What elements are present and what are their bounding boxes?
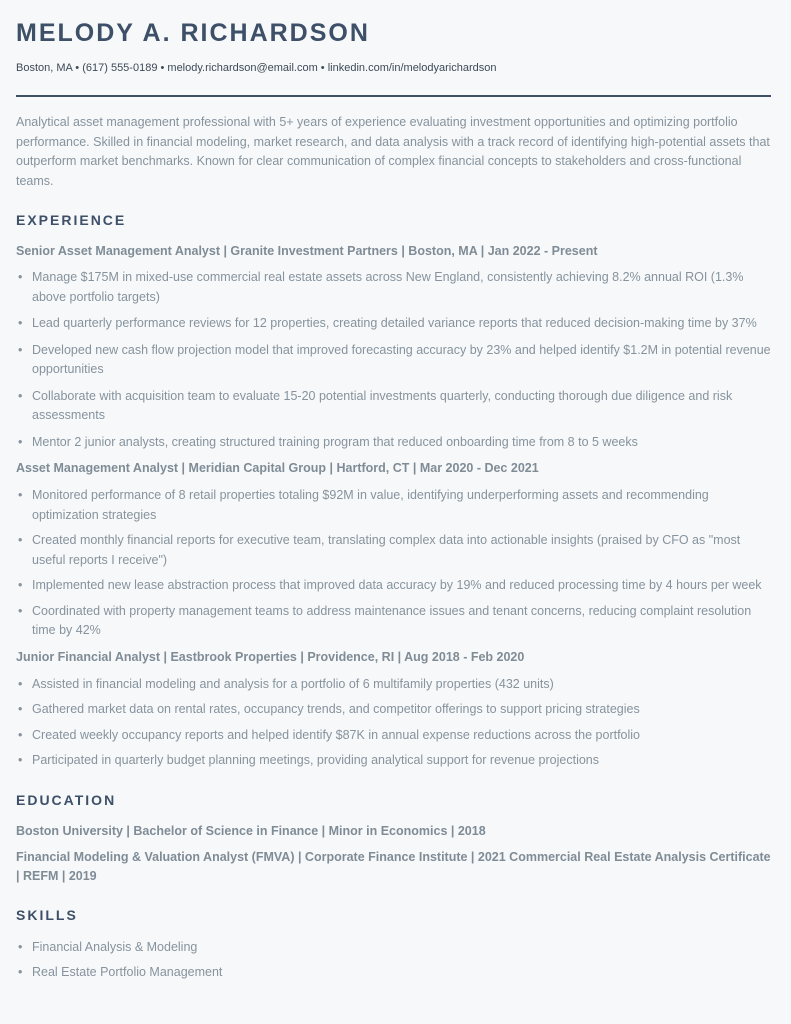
header-divider xyxy=(16,95,771,97)
experience-heading: EXPERIENCE xyxy=(16,212,127,228)
list-item: • Assisted in financial modeling and analysis for a portfolio of 6 multifamily properties (432 units) xyxy=(16,675,771,695)
job-title: Asset Management Analyst | Meridian Capital Group | Hartford, CT | Mar 2020 - Dec 2021 xyxy=(16,461,539,475)
list-item: • Gathered market data on rental rates, occupancy trends, and competitor offerings to support pricing strategies xyxy=(16,700,771,720)
job-bullets xyxy=(16,675,771,771)
job-bullets xyxy=(16,486,771,641)
contact-line: Boston, MA • (617) 555-0189 • melody.richardson@email.com • linkedin.com/in/melodyarichardson xyxy=(16,62,497,74)
skills-list xyxy=(16,938,771,983)
education-heading: EDUCATION xyxy=(16,791,117,808)
list-item: • Developed new cash flow projection model that improved forecasting accuracy by 23% and helped identify $1.2M in potential revenue opportunities xyxy=(16,341,771,380)
list-item: • Created weekly occupancy reports and helped identify $87K in annual expense reductions across the portfolio xyxy=(16,726,771,746)
list-item: • Monitored performance of 8 retail properties totaling $92M in value, identifying underperforming assets and recommending optimization strategies xyxy=(16,486,771,525)
job-entry xyxy=(16,242,771,452)
list-item: • Mentor 2 junior analysts, creating structured training program that reduced onboarding time from 8 to 5 weeks xyxy=(16,433,771,453)
list-item: • Implemented new lease abstraction process that improved data accuracy by 19% and reduced processing time by 4 hours per week xyxy=(16,576,771,596)
candidate-name: MELODY A. RICHARDSON xyxy=(16,19,370,47)
list-item: • Collaborate with acquisition team to evaluate 15-20 potential investments quarterly, conducting thorough due diligence and risk assessments xyxy=(16,387,771,426)
job-title: Senior Asset Management Analyst | Granite Investment Partners | Boston, MA | Jan 2022 - Present xyxy=(16,244,598,258)
list-item: • Participated in quarterly budget planning meetings, providing analytical support for revenue projections xyxy=(16,751,771,771)
job-bullets xyxy=(16,268,771,452)
job-entry xyxy=(16,459,771,641)
list-item: • Created monthly financial reports for executive team, translating complex data into actionable insights (praised by CFO as "most useful reports I receive") xyxy=(16,531,771,570)
list-item: • Manage $175M in mixed-use commercial real estate assets across New England, consistently achieving 8.2% annual ROI (1.3% above portfolio targets) xyxy=(16,268,771,307)
job-title: Junior Financial Analyst | Eastbrook Properties | Providence, RI | Aug 2018 - Feb 2020 xyxy=(16,649,525,664)
skills-heading: SKILLS xyxy=(16,906,78,923)
education-certifications: Financial Modeling & Valuation Analyst (FMVA) | Corporate Finance Institute | 2021 Commercial Real Estate Analysis Certificate | REFM | 2019 xyxy=(16,849,771,883)
list-item: • Lead quarterly performance reviews for 12 properties, creating detailed variance reports that reduced decision-making time by 37% xyxy=(16,314,771,334)
professional-summary: Analytical asset management professional with 5+ years of experience evaluating investment opportunities and optimizing portfolio performance. Skilled in financial modeling, market research, and data analysis with a track record of identifying high-potential assets that outperform market benchmarks. Known for clear communication of complex financial concepts to stakeholders and cross-functional teams. xyxy=(16,115,770,188)
list-item: • Real Estate Portfolio Management xyxy=(16,963,771,983)
list-item: • Financial Analysis & Modeling xyxy=(16,938,771,958)
education-degree: Boston University | Bachelor of Science in Finance | Minor in Economics | 2018 xyxy=(16,823,486,838)
job-entry xyxy=(16,648,771,771)
list-item: • Coordinated with property management teams to address maintenance issues and tenant concerns, reducing complaint resolution time by 42% xyxy=(16,602,771,641)
